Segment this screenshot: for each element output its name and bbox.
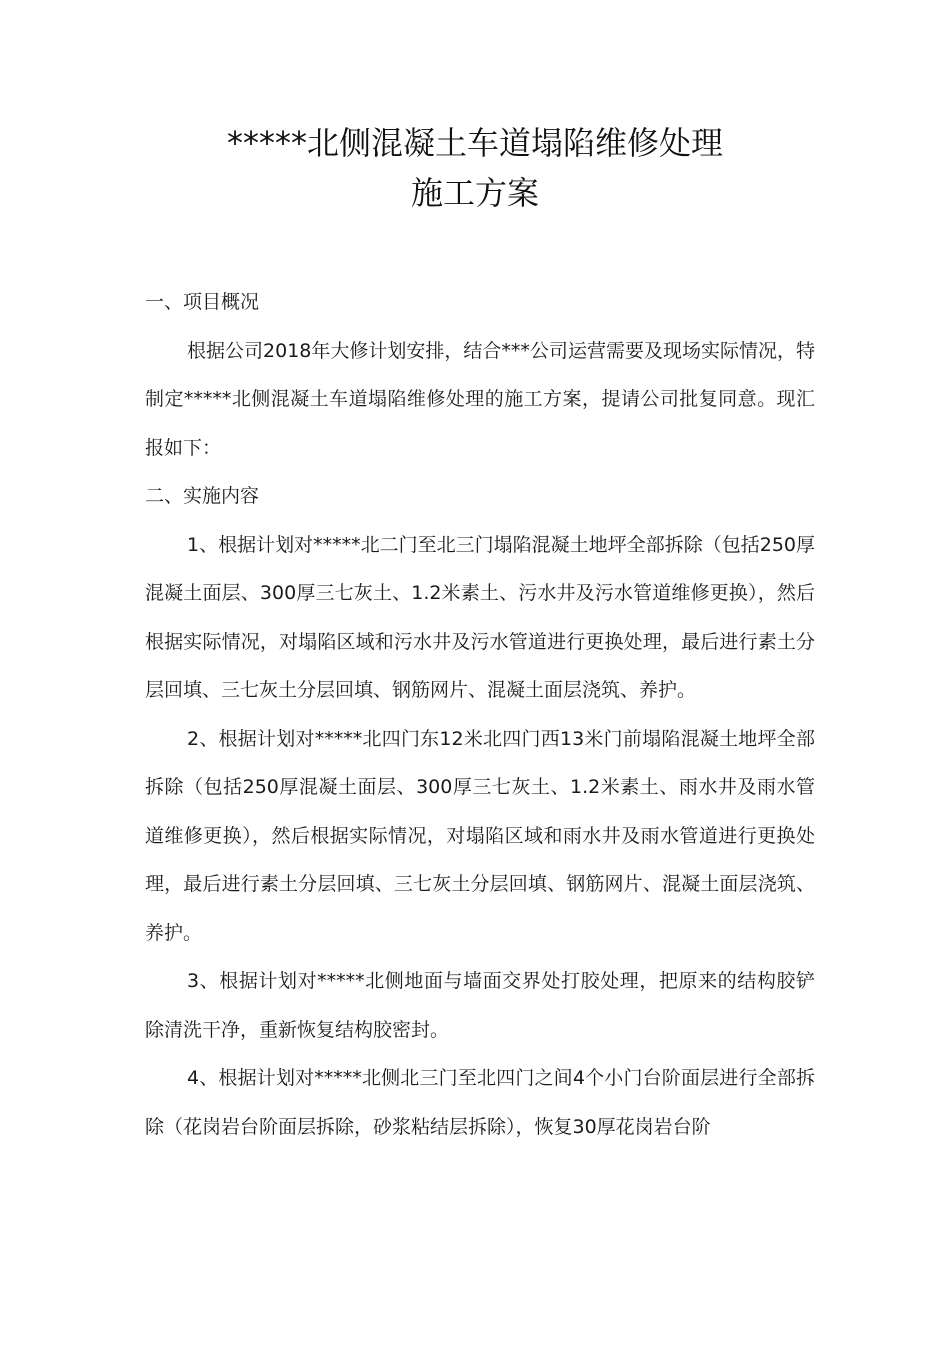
content-item-3: 3、根据计划对*****北侧地面与墙面交界处打胶处理，把原来的结构胶铲除清洗干净，重新恢复结构胶密封。 bbox=[145, 970, 815, 1041]
title-line-2: 施工方案 bbox=[410, 174, 539, 212]
content-item-2: 2、根据计划对*****北四门东12米北四门西13米门前塌陷混凝土地坪全部拆除（包括250厚混凝土面层、300厚三七灰土、1.2米素土、雨水井及雨水管道维修更换），然后根据实际情况，对塌陷区域和雨水井及雨水管道进行更换处理，最后进行素土分层回填、三七灰土分层回填、钢筋网片、混凝土面层浇筑、养护。 bbox=[145, 727, 815, 944]
document-body bbox=[145, 278, 815, 1151]
title-line-1: *****北侧混凝土车道塌陷维修处理 bbox=[226, 124, 723, 162]
overview-paragraph: 根据公司2018年大修计划安排，结合***公司运营需要及现场实际情况，特制定*****北侧混凝土车道塌陷维修处理的施工方案，提请公司批复同意。现汇报如下： bbox=[145, 339, 815, 459]
content-item-4: 4、根据计划对*****北侧北三门至北四门之间4个小门台阶面层进行全部拆除（花岗岩台阶面层拆除，砂浆粘结层拆除），恢复30厚花岗岩台阶 bbox=[145, 1067, 815, 1138]
section-heading-overview: 一、项目概况 bbox=[145, 291, 260, 313]
document-title bbox=[0, 118, 950, 218]
section-heading-content: 二、实施内容 bbox=[145, 485, 260, 507]
content-item-1: 1、根据计划对*****北二门至北三门塌陷混凝土地坪全部拆除（包括250厚混凝土面层、300厚三七灰土、1.2米素土、污水井及污水管道维修更换），然后根据实际情况，对塌陷区域和污水井及污水管道进行更换处理，最后进行素土分层回填、三七灰土分层回填、钢筋网片、混凝土面层浇筑、养护。 bbox=[145, 533, 815, 701]
